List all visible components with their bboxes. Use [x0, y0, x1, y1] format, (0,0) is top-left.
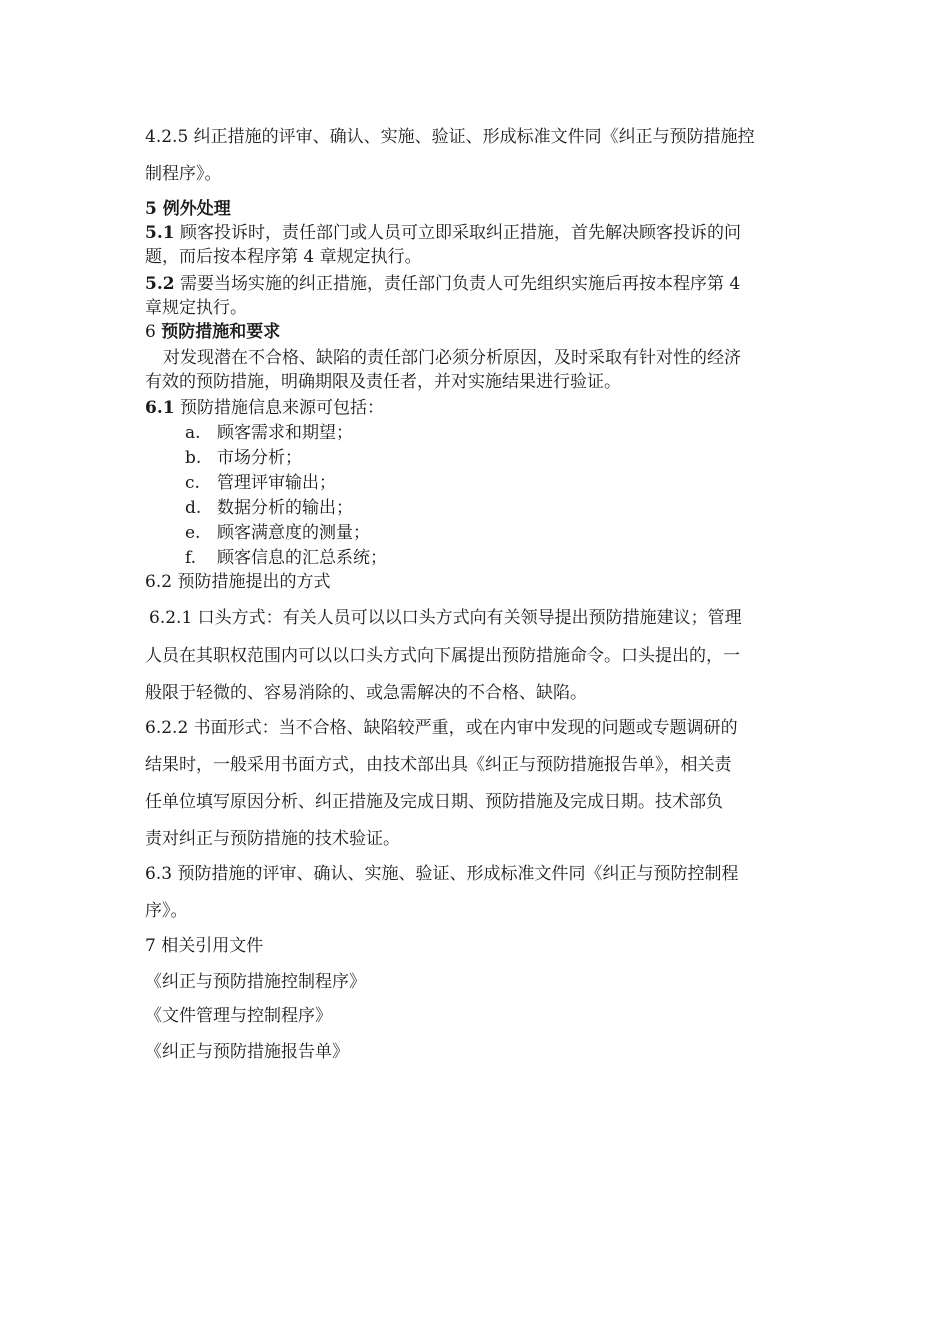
list-marker: d.	[185, 498, 202, 518]
para-5-2-line-2: 章规定执行。	[145, 298, 247, 318]
list-item	[185, 471, 336, 495]
list-text: 数据分析的输出；	[217, 498, 353, 518]
para-6-1-number: 6.1	[145, 398, 175, 418]
para-4-2-5-line-1: 4.2.5 纠正措施的评审、确认、实施、验证、形成标准文件同《纠正与预防措施控	[145, 127, 755, 147]
para-5-1-line-1	[145, 221, 741, 245]
section-5-heading-text: 5 例外处理	[145, 199, 231, 219]
para-6-2-2-line-3: 任单位填写原因分析、纠正措施及完成日期、预防措施及完成日期。技术部负	[145, 792, 723, 812]
list-text: 顾客需求和期望；	[217, 423, 353, 443]
reference-item: 《纠正与预防措施报告单》	[145, 1042, 349, 1062]
para-6-2-2-line-4: 责对纠正与预防措施的技术验证。	[145, 829, 400, 849]
para-6-3-line-2: 序》。	[145, 901, 188, 921]
para-6-2-1-line-1: 6.2.1 口头方式：有关人员可以以口头方式向有关领导提出预防措施建议；管理	[149, 608, 742, 628]
para-5-1-line-2: 题，而后按本程序第 4 章规定执行。	[145, 247, 422, 267]
para-5-1-number: 5.1	[145, 223, 175, 243]
list-marker: f.	[185, 548, 197, 568]
para-5-2-line-1	[145, 272, 740, 296]
para-5-2-text: 需要当场实施的纠正措施，责任部门负责人可先组织实施后再按本程序第 4	[174, 274, 741, 294]
list-marker: a.	[185, 423, 201, 443]
para-6-1-text: 预防措施信息来源可包括：	[174, 398, 384, 418]
para-6-2-1-line-3: 般限于轻微的、容易消除的、或急需解决的不合格、缺陷。	[145, 683, 587, 703]
list-text: 市场分析；	[217, 448, 302, 468]
list-item	[185, 496, 353, 520]
list-marker: c.	[185, 473, 200, 493]
list-text: 顾客信息的汇总系统；	[217, 548, 387, 568]
list-marker: b.	[185, 448, 202, 468]
section-5-heading	[145, 197, 231, 221]
para-6-2: 6.2 预防措施提出的方式	[145, 572, 331, 592]
list-item	[185, 446, 302, 470]
para-5-1-text: 顾客投诉时，责任部门或人员可立即采取纠正措施，首先解决顾客投诉的问	[174, 223, 741, 243]
para-6-2-2-line-1: 6.2.2 书面形式：当不合格、缺陷较严重，或在内审中发现的问题或专题调研的	[145, 718, 738, 738]
section-6-heading-text: 预防措施和要求	[161, 322, 281, 342]
section-6-intro-line-2: 有效的预防措施，明确期限及责任者，并对实施结果进行验证。	[145, 372, 621, 392]
list-item	[185, 421, 353, 445]
para-6-3-line-1: 6.3 预防措施的评审、确认、实施、验证、形成标准文件同《纠正与预防控制程	[145, 864, 739, 884]
list-item	[185, 546, 387, 570]
reference-item: 《纠正与预防措施控制程序》	[145, 972, 366, 992]
para-6-2-1-line-2: 人员在其职权范围内可以以口头方式向下属提出预防措施命令。口头提出的，一	[145, 646, 740, 666]
reference-item: 《文件管理与控制程序》	[145, 1006, 332, 1026]
para-6-2-2-line-2: 结果时，一般采用书面方式，由技术部出具《纠正与预防措施报告单》，相关责	[145, 755, 732, 775]
list-marker: e.	[185, 523, 201, 543]
section-6-number: 6	[145, 322, 162, 342]
list-item	[185, 521, 370, 545]
section-6-heading	[145, 320, 280, 344]
list-text: 顾客满意度的测量；	[217, 523, 370, 543]
para-5-2-number: 5.2	[145, 274, 175, 294]
list-text: 管理评审输出；	[217, 473, 336, 493]
section-7-heading: 7 相关引用文件	[145, 936, 264, 956]
para-4-2-5-line-2: 制程序》。	[145, 164, 222, 184]
section-6-intro-line-1: 对发现潜在不合格、缺陷的责任部门必须分析原因，及时采取有针对性的经济	[163, 348, 741, 368]
para-6-1	[145, 396, 384, 420]
